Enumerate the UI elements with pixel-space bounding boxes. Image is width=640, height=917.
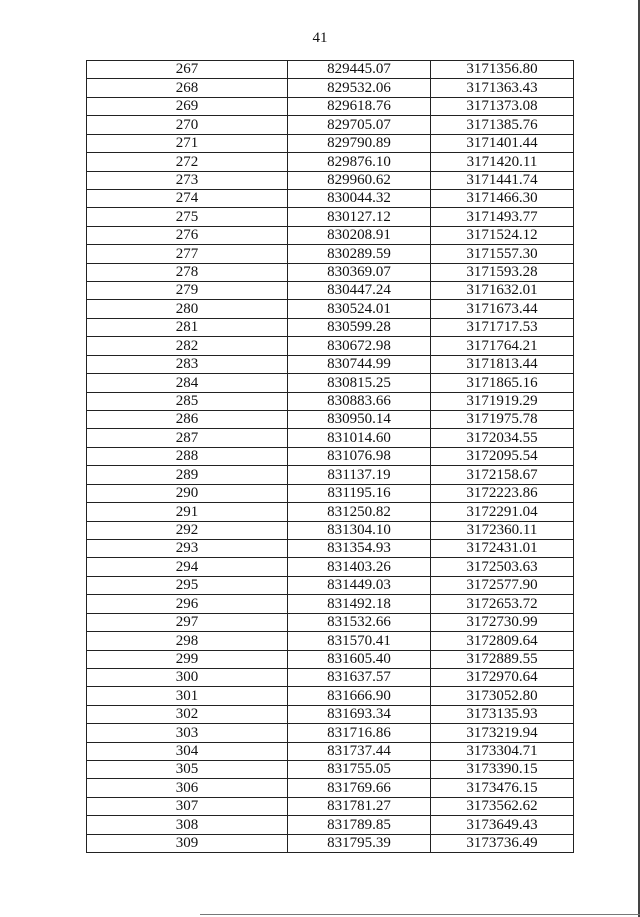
table-row [87, 539, 574, 557]
table-row [87, 171, 574, 189]
point-number-cell: 293 [87, 539, 288, 557]
x-coordinate-cell: 830447.24 [288, 282, 431, 300]
point-number-cell: 300 [87, 668, 288, 686]
table-row [87, 337, 574, 355]
point-number-cell: 292 [87, 521, 288, 539]
y-coordinate-cell: 3173390.15 [431, 761, 574, 779]
point-number-cell: 303 [87, 724, 288, 742]
table-row [87, 300, 574, 318]
coordinates-table [86, 60, 574, 853]
y-coordinate-cell: 3171356.80 [431, 61, 574, 79]
x-coordinate-cell: 829876.10 [288, 153, 431, 171]
y-coordinate-cell: 3171813.44 [431, 355, 574, 373]
point-number-cell: 309 [87, 834, 288, 852]
point-number-cell: 291 [87, 503, 288, 521]
table-row [87, 484, 574, 502]
table-row [87, 779, 574, 797]
table-row [87, 392, 574, 410]
point-number-cell: 283 [87, 355, 288, 373]
point-number-cell: 299 [87, 650, 288, 668]
point-number-cell: 281 [87, 318, 288, 336]
table-row [87, 355, 574, 373]
x-coordinate-cell: 831532.66 [288, 613, 431, 631]
x-coordinate-cell: 829445.07 [288, 61, 431, 79]
x-coordinate-cell: 831605.40 [288, 650, 431, 668]
point-number-cell: 269 [87, 97, 288, 115]
table-row [87, 705, 574, 723]
point-number-cell: 306 [87, 779, 288, 797]
x-coordinate-cell: 830815.25 [288, 374, 431, 392]
x-coordinate-cell: 831795.39 [288, 834, 431, 852]
point-number-cell: 296 [87, 595, 288, 613]
table-row [87, 208, 574, 226]
y-coordinate-cell: 3172730.99 [431, 613, 574, 631]
table-row [87, 447, 574, 465]
scan-bottom-line [200, 914, 640, 915]
table-row [87, 632, 574, 650]
table-row [87, 834, 574, 852]
table-row [87, 153, 574, 171]
point-number-cell: 272 [87, 153, 288, 171]
point-number-cell: 301 [87, 687, 288, 705]
table-row [87, 595, 574, 613]
table-row [87, 503, 574, 521]
table-row [87, 816, 574, 834]
x-coordinate-cell: 831693.34 [288, 705, 431, 723]
y-coordinate-cell: 3172034.55 [431, 429, 574, 447]
y-coordinate-cell: 3173736.49 [431, 834, 574, 852]
table-row [87, 429, 574, 447]
y-coordinate-cell: 3171363.43 [431, 79, 574, 97]
x-coordinate-cell: 830950.14 [288, 411, 431, 429]
y-coordinate-cell: 3171975.78 [431, 411, 574, 429]
table-row [87, 263, 574, 281]
y-coordinate-cell: 3172158.67 [431, 466, 574, 484]
table-row [87, 61, 574, 79]
x-coordinate-cell: 831137.19 [288, 466, 431, 484]
point-number-cell: 288 [87, 447, 288, 465]
y-coordinate-cell: 3171385.76 [431, 116, 574, 134]
point-number-cell: 276 [87, 226, 288, 244]
y-coordinate-cell: 3172503.63 [431, 558, 574, 576]
point-number-cell: 278 [87, 263, 288, 281]
y-coordinate-cell: 3173562.62 [431, 797, 574, 815]
x-coordinate-cell: 829705.07 [288, 116, 431, 134]
y-coordinate-cell: 3172889.55 [431, 650, 574, 668]
y-coordinate-cell: 3173649.43 [431, 816, 574, 834]
x-coordinate-cell: 830744.99 [288, 355, 431, 373]
y-coordinate-cell: 3171717.53 [431, 318, 574, 336]
x-coordinate-cell: 830524.01 [288, 300, 431, 318]
y-coordinate-cell: 3172360.11 [431, 521, 574, 539]
point-number-cell: 284 [87, 374, 288, 392]
table-row [87, 134, 574, 152]
x-coordinate-cell: 830599.28 [288, 318, 431, 336]
point-number-cell: 273 [87, 171, 288, 189]
y-coordinate-cell: 3173219.94 [431, 724, 574, 742]
point-number-cell: 270 [87, 116, 288, 134]
table-row [87, 521, 574, 539]
table-row [87, 761, 574, 779]
x-coordinate-cell: 831637.57 [288, 668, 431, 686]
table-row [87, 466, 574, 484]
y-coordinate-cell: 3173304.71 [431, 742, 574, 760]
x-coordinate-cell: 830127.12 [288, 208, 431, 226]
y-coordinate-cell: 3171919.29 [431, 392, 574, 410]
point-number-cell: 298 [87, 632, 288, 650]
table-row [87, 226, 574, 244]
coordinates-table-body [87, 61, 574, 853]
table-row [87, 318, 574, 336]
point-number-cell: 280 [87, 300, 288, 318]
y-coordinate-cell: 3171557.30 [431, 245, 574, 263]
table-row [87, 282, 574, 300]
y-coordinate-cell: 3171493.77 [431, 208, 574, 226]
table-row [87, 797, 574, 815]
x-coordinate-cell: 831014.60 [288, 429, 431, 447]
y-coordinate-cell: 3171373.08 [431, 97, 574, 115]
y-coordinate-cell: 3172653.72 [431, 595, 574, 613]
x-coordinate-cell: 831250.82 [288, 503, 431, 521]
y-coordinate-cell: 3172291.04 [431, 503, 574, 521]
x-coordinate-cell: 829532.06 [288, 79, 431, 97]
y-coordinate-cell: 3171401.44 [431, 134, 574, 152]
x-coordinate-cell: 830883.66 [288, 392, 431, 410]
y-coordinate-cell: 3171764.21 [431, 337, 574, 355]
y-coordinate-cell: 3171632.01 [431, 282, 574, 300]
y-coordinate-cell: 3172970.64 [431, 668, 574, 686]
point-number-cell: 267 [87, 61, 288, 79]
point-number-cell: 279 [87, 282, 288, 300]
y-coordinate-cell: 3171524.12 [431, 226, 574, 244]
point-number-cell: 308 [87, 816, 288, 834]
table-row [87, 411, 574, 429]
x-coordinate-cell: 829960.62 [288, 171, 431, 189]
x-coordinate-cell: 831716.86 [288, 724, 431, 742]
table-row [87, 613, 574, 631]
point-number-cell: 307 [87, 797, 288, 815]
y-coordinate-cell: 3173135.93 [431, 705, 574, 723]
x-coordinate-cell: 831789.85 [288, 816, 431, 834]
table-row [87, 79, 574, 97]
point-number-cell: 274 [87, 189, 288, 207]
point-number-cell: 294 [87, 558, 288, 576]
x-coordinate-cell: 831492.18 [288, 595, 431, 613]
x-coordinate-cell: 830369.07 [288, 263, 431, 281]
table-row [87, 687, 574, 705]
table-row [87, 668, 574, 686]
x-coordinate-cell: 829790.89 [288, 134, 431, 152]
x-coordinate-cell: 831304.10 [288, 521, 431, 539]
table-row [87, 724, 574, 742]
x-coordinate-cell: 831195.16 [288, 484, 431, 502]
x-coordinate-cell: 830044.32 [288, 189, 431, 207]
x-coordinate-cell: 831449.03 [288, 576, 431, 594]
y-coordinate-cell: 3171865.16 [431, 374, 574, 392]
table-row [87, 742, 574, 760]
y-coordinate-cell: 3171673.44 [431, 300, 574, 318]
point-number-cell: 295 [87, 576, 288, 594]
table-row [87, 245, 574, 263]
point-number-cell: 305 [87, 761, 288, 779]
y-coordinate-cell: 3172223.86 [431, 484, 574, 502]
table-row [87, 650, 574, 668]
table-row [87, 558, 574, 576]
x-coordinate-cell: 831769.66 [288, 779, 431, 797]
x-coordinate-cell: 829618.76 [288, 97, 431, 115]
page-number: 41 [312, 30, 328, 46]
point-number-cell: 282 [87, 337, 288, 355]
table-row [87, 374, 574, 392]
y-coordinate-cell: 3171593.28 [431, 263, 574, 281]
y-coordinate-cell: 3171466.30 [431, 189, 574, 207]
table-row [87, 576, 574, 594]
x-coordinate-cell: 831666.90 [288, 687, 431, 705]
point-number-cell: 297 [87, 613, 288, 631]
x-coordinate-cell: 831570.41 [288, 632, 431, 650]
point-number-cell: 271 [87, 134, 288, 152]
point-number-cell: 289 [87, 466, 288, 484]
y-coordinate-cell: 3173476.15 [431, 779, 574, 797]
y-coordinate-cell: 3171441.74 [431, 171, 574, 189]
point-number-cell: 286 [87, 411, 288, 429]
table-row [87, 189, 574, 207]
x-coordinate-cell: 831354.93 [288, 539, 431, 557]
point-number-cell: 302 [87, 705, 288, 723]
y-coordinate-cell: 3171420.11 [431, 153, 574, 171]
point-number-cell: 275 [87, 208, 288, 226]
point-number-cell: 268 [87, 79, 288, 97]
x-coordinate-cell: 830289.59 [288, 245, 431, 263]
table-row [87, 116, 574, 134]
y-coordinate-cell: 3172095.54 [431, 447, 574, 465]
point-number-cell: 304 [87, 742, 288, 760]
x-coordinate-cell: 830208.91 [288, 226, 431, 244]
point-number-cell: 290 [87, 484, 288, 502]
x-coordinate-cell: 831737.44 [288, 742, 431, 760]
x-coordinate-cell: 831076.98 [288, 447, 431, 465]
x-coordinate-cell: 831403.26 [288, 558, 431, 576]
x-coordinate-cell: 830672.98 [288, 337, 431, 355]
point-number-cell: 285 [87, 392, 288, 410]
y-coordinate-cell: 3172431.01 [431, 539, 574, 557]
y-coordinate-cell: 3173052.80 [431, 687, 574, 705]
point-number-cell: 277 [87, 245, 288, 263]
y-coordinate-cell: 3172577.90 [431, 576, 574, 594]
y-coordinate-cell: 3172809.64 [431, 632, 574, 650]
x-coordinate-cell: 831781.27 [288, 797, 431, 815]
table-row [87, 97, 574, 115]
x-coordinate-cell: 831755.05 [288, 761, 431, 779]
point-number-cell: 287 [87, 429, 288, 447]
